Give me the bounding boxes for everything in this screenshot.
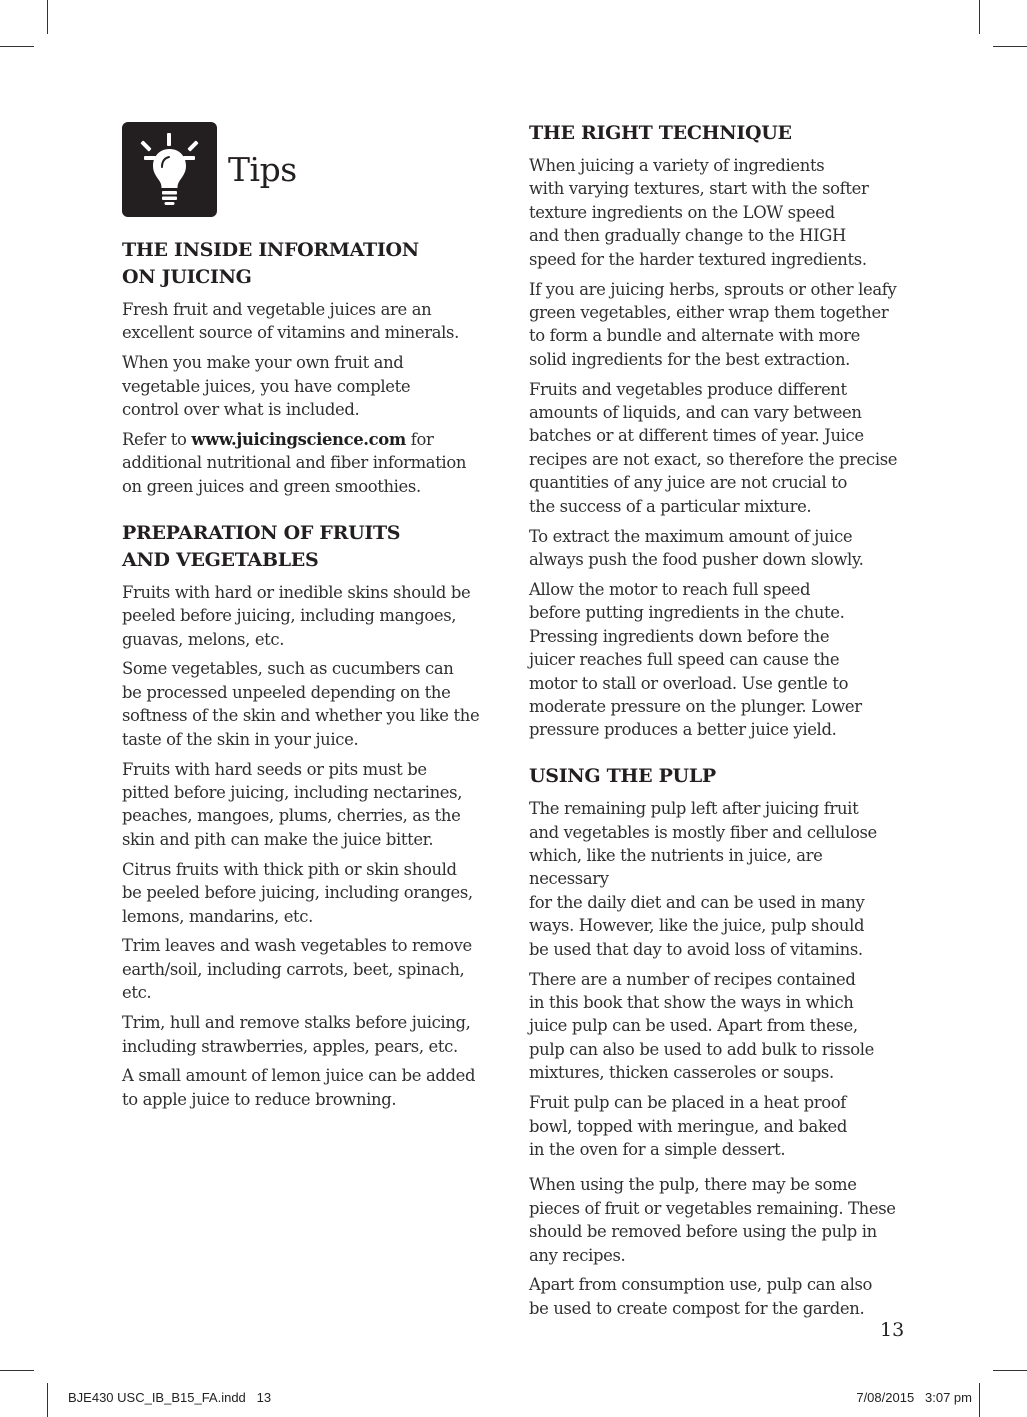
section-using-pulp (529, 763, 904, 1320)
paragraph: Some vegetables, such as cucumbers can be processed unpeeled depending on the softness of the skin and whether you like the taste of the skin in your juice. (122, 659, 480, 749)
website-link[interactable]: www.juicingscience.com (191, 430, 406, 450)
slug-filename: BJE430 USC_IB_B15_FA.indd 13 (68, 1390, 272, 1405)
section-inside-information (122, 237, 507, 498)
paragraph-text: Refer to (122, 430, 192, 450)
paragraph: Trim, hull and remove stalks before juicing, including strawberries, apples, pears, etc. (122, 1013, 471, 1056)
paragraph: A small amount of lemon juice can be added to apple juice to reduce browning. (122, 1066, 476, 1109)
paragraph: Fruit pulp can be placed in a heat proof bowl, topped with meringue, and baked in the oven for a simple dessert. (529, 1093, 848, 1159)
crop-mark (993, 46, 1027, 47)
paragraph: Allow the motor to reach full speed before putting ingredients in the chute. Pressing ingredients down before the juicer reaches full speed can cause the motor to stall or overload. Use gentle to moderate pressure on the plunger. Lower pressure produces a better juice yield. (529, 579, 862, 740)
paragraph-text: for additional nutritional and fiber information on green juices and green smoothies. (122, 430, 467, 496)
crop-mark (47, 1383, 48, 1417)
paragraph: Fruits with hard or inedible skins should be peeled before juicing, including mangoes, guavas, melons, etc. (122, 582, 471, 649)
crop-mark (0, 1370, 34, 1371)
paragraph: Fruits and vegetables produce different amounts of liquids, and can vary between batches or at different times of year. Juice recipes are not exact, so therefore the precise quantities of any juice are not crucial to the success of a particular mixture. (529, 379, 898, 516)
paragraph: Citrus fruits with thick pith or skin should be peeled before juicing, including oranges, lemons, mandarins, etc. (122, 859, 473, 926)
tips-title: Tips (228, 150, 297, 189)
paragraph: If you are juicing herbs, sprouts or other leafy green vegetables, either wrap them together to form a bundle and alternate with more solid ingredients for the best extraction. (529, 279, 897, 369)
section-heading: THE RIGHT TECHNIQUE (529, 122, 792, 144)
paragraph: When using the pulp, there may be some pieces of fruit or vegetables remaining. These should be removed before using the pulp in any recipes. (529, 1175, 896, 1265)
section-right-technique (529, 120, 904, 742)
paragraph-with-link (122, 428, 507, 498)
paragraph: When you make your own fruit and vegetable juices, you have complete control over what is included. (122, 353, 411, 420)
paragraph: Fruits with hard seeds or pits must be pitted before juicing, including nectarines, peaches, mangoes, plums, cherries, as the skin and pith can make the juice bitter. (122, 759, 463, 849)
paragraph: When juicing a variety of ingredients with varying textures, start with the softer texture ingredients on the LOW speed and then gradually change to the HIGH speed for the harder textured ingredients. (529, 156, 869, 269)
paragraph: Trim leaves and wash vegetables to remove earth/soil, including carrots, beet, spinach, etc. (122, 936, 472, 1003)
paragraph: Fresh fruit and vegetable juices are an excellent source of vitamins and minerals. (122, 300, 459, 343)
crop-mark (979, 1383, 980, 1417)
crop-mark (979, 0, 980, 34)
section-heading: USING THE PULP (529, 765, 716, 788)
crop-mark (993, 1370, 1027, 1371)
lightbulb-icon (122, 122, 217, 217)
slug-date: 7/08/2015 3:07 pm (856, 1390, 972, 1405)
paragraph: There are a number of recipes contained in this book that show the ways in which juice pulp can be used. Apart from these, pulp can also be used to add bulk to rissole mixtures, thicken casseroles or soups. (529, 969, 875, 1083)
paragraph: To extract the maximum amount of juice always push the food pusher down slowly. (529, 526, 864, 569)
section-preparation (122, 520, 507, 1112)
left-column (122, 237, 507, 1118)
crop-mark (47, 0, 48, 34)
tips-logo (122, 122, 217, 217)
crop-mark (0, 46, 34, 47)
section-heading: THE INSIDE INFORMATION ON JUICING (122, 239, 419, 288)
paragraph: The remaining pulp left after juicing fruit and vegetables is mostly fiber and cellulose which, like the nutrients in juice, are necessary for the daily diet and can be used in many ways. However, like the juice, pulp should be used that day to avoid loss of vitamins. (529, 799, 877, 959)
section-heading: PREPARATION OF FRUITS AND VEGETABLES (122, 521, 401, 571)
paragraph: Apart from consumption use, pulp can also be used to create compost for the garden. (529, 1275, 873, 1318)
page-number: 13 (880, 1319, 905, 1341)
right-column (529, 120, 904, 1327)
